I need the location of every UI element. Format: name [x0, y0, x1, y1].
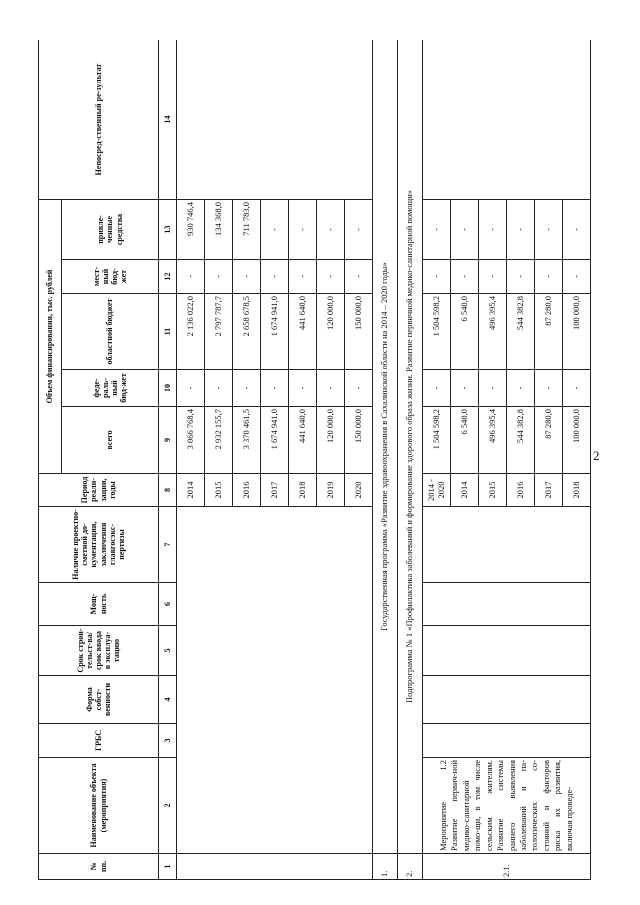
cell-total: 3 066 768,4	[177, 407, 205, 474]
cell-federal: -	[233, 370, 261, 407]
col-num: 13	[159, 200, 177, 260]
header-row	[39, 40, 62, 880]
page-number: 2	[593, 448, 600, 463]
cell-regional: 120 000,0	[317, 294, 345, 370]
header-federal: феде-раль-ный бюд-жет	[62, 370, 159, 407]
col-num: 8	[159, 474, 177, 507]
col-num: 5	[159, 626, 177, 676]
header-docs: Наличие проектно-сметной до-кументации, заключения главгосэкс-пертизы	[39, 507, 159, 583]
rotated-table-wrapper	[38, 40, 595, 880]
cell-local: -	[535, 260, 563, 294]
header-grbs: ГРБС	[39, 724, 159, 758]
cell-total: 1 674 941,0	[261, 407, 289, 474]
program-row	[373, 40, 398, 880]
column-number-row	[159, 40, 177, 880]
header-name: Наименование объекта (мероприятия)	[39, 758, 159, 854]
cell-total: 2 932 155,7	[205, 407, 233, 474]
subprogram-row	[398, 40, 423, 880]
cell-total: 544 382,8	[507, 407, 535, 474]
cell-local: -	[261, 260, 289, 294]
cell-year: 2016	[507, 474, 535, 507]
cell-attracted: -	[317, 200, 345, 260]
cell-regional: 496 395,4	[479, 294, 507, 370]
table-row	[177, 40, 205, 880]
cell-regional: 544 382,8	[507, 294, 535, 370]
cell-federal: -	[535, 370, 563, 407]
cell-attracted: -	[261, 200, 289, 260]
cell-federal: -	[205, 370, 233, 407]
cell-local: -	[317, 260, 345, 294]
header-capacity: Мощ-ность	[39, 583, 159, 626]
cell-attracted: 711 783,0	[233, 200, 261, 260]
header-num: № пп.	[39, 854, 159, 880]
cell-total: 441 640,0	[289, 407, 317, 474]
cell-local: -	[479, 260, 507, 294]
header-result: Непосред-ственный ре-зультат	[39, 40, 159, 200]
cell-total: 496 395,4	[479, 407, 507, 474]
cell-attracted: -	[345, 200, 373, 260]
cell-attracted: -	[535, 200, 563, 260]
cell-total: 120 000,0	[317, 407, 345, 474]
cell-regional: 2 658 678,5	[233, 294, 261, 370]
cell-year: 2014	[177, 474, 205, 507]
col-num: 12	[159, 260, 177, 294]
cell-attracted: 930 746,4	[177, 200, 205, 260]
cell-total: 3 370 461,5	[233, 407, 261, 474]
cell-regional: 87 280,0	[535, 294, 563, 370]
cell-attracted: -	[451, 200, 479, 260]
cell-year: 2017	[261, 474, 289, 507]
col-num: 9	[159, 407, 177, 474]
cell-total: 1 504 598,2	[423, 407, 451, 474]
header-period: Период реали-зации, годы	[39, 474, 159, 507]
col-num: 1	[159, 854, 177, 880]
cell-regional: 1 674 941,0	[261, 294, 289, 370]
cell-attracted: -	[423, 200, 451, 260]
document-stage	[38, 40, 595, 880]
cell-local: -	[451, 260, 479, 294]
cell-local: -	[345, 260, 373, 294]
program-title: Государственная программа «Развитие здравоохранения в Сахалинской области на 2014 – 2020 годы»	[373, 40, 398, 854]
cell-local: -	[507, 260, 535, 294]
cell-regional: 6 540,0	[451, 294, 479, 370]
col-num: 2	[159, 758, 177, 854]
cell-local: -	[177, 260, 205, 294]
cell-year: 2018	[289, 474, 317, 507]
cell-local: -	[233, 260, 261, 294]
cell-federal: -	[261, 370, 289, 407]
cell-regional: 150 000,0	[345, 294, 373, 370]
header-attracted: привле-ченные средства	[62, 200, 159, 260]
cell-regional: 2 797 787,7	[205, 294, 233, 370]
cell-total: 6 540,0	[451, 407, 479, 474]
cell-regional: 441 640,0	[289, 294, 317, 370]
header-total: всего	[62, 407, 159, 474]
col-num: 4	[159, 676, 177, 724]
cell-federal: -	[345, 370, 373, 407]
cell-year: 2020	[345, 474, 373, 507]
cell-attracted: -	[563, 200, 591, 260]
cell-federal: -	[507, 370, 535, 407]
header-local: мест-ный бюд-жет	[62, 260, 159, 294]
funding-table	[38, 40, 591, 880]
header-funding-group: Объем финансирования, тыс. рублей	[39, 200, 62, 474]
col-num: 11	[159, 294, 177, 370]
cell-federal: -	[479, 370, 507, 407]
cell-attracted: -	[507, 200, 535, 260]
header-regional: областной бюджет	[62, 294, 159, 370]
header-ownership: Форма собст-венности	[39, 676, 159, 724]
cell-federal: -	[451, 370, 479, 407]
header-term: Срок строи-тельст-ва/срок ввода в эксплуа-тацию	[39, 626, 159, 676]
cell-year: 2016	[233, 474, 261, 507]
subprogram-title: Подпрограмма № 1 «Профилактика заболеваний и формирование здорового образа жизни. Развитие первичной медико-санитарной помощи»	[398, 40, 423, 854]
cell-regional: 1 504 598,2	[423, 294, 451, 370]
subprogram-number: 2.	[398, 854, 423, 880]
cell-federal: -	[317, 370, 345, 407]
activity-description: Мероприятие 1.2 Развитие первич-ной медико-санитарной помо-щи, в том числе сельским жителям. Развитие системы раннего выявления заболеваний и па-тологических со-стояний и факторов риска их развития, включая проведе-	[423, 758, 591, 854]
cell-regional: 100 000,0	[563, 294, 591, 370]
cell-year: 2014	[451, 474, 479, 507]
cell-regional: 2 136 022,0	[177, 294, 205, 370]
cell-total: 150 000,0	[345, 407, 373, 474]
cell-total: 87 280,0	[535, 407, 563, 474]
cell-year: 2017	[535, 474, 563, 507]
cell-federal: -	[563, 370, 591, 407]
cell-local: -	[205, 260, 233, 294]
cell-year: 2015	[205, 474, 233, 507]
cell-attracted: -	[289, 200, 317, 260]
cell-federal: -	[177, 370, 205, 407]
cell-local: -	[563, 260, 591, 294]
cell-federal: -	[423, 370, 451, 407]
cell-year: 2019	[317, 474, 345, 507]
cell-local: -	[289, 260, 317, 294]
activity-number: 2.1.	[423, 854, 591, 880]
col-num: 6	[159, 583, 177, 626]
cell-attracted: -	[479, 200, 507, 260]
cell-year: 2018	[563, 474, 591, 507]
col-num: 10	[159, 370, 177, 407]
cell-year: 2014 - 2020	[423, 474, 451, 507]
table-row	[423, 40, 451, 880]
col-num: 3	[159, 724, 177, 758]
col-num: 14	[159, 40, 177, 200]
cell-year: 2015	[479, 474, 507, 507]
cell-total: 100 000,0	[563, 407, 591, 474]
cell-local: -	[423, 260, 451, 294]
col-num: 7	[159, 507, 177, 583]
cell-federal: -	[289, 370, 317, 407]
cell-attracted: 134 368,0	[205, 200, 233, 260]
program-number: 1.	[373, 854, 398, 880]
